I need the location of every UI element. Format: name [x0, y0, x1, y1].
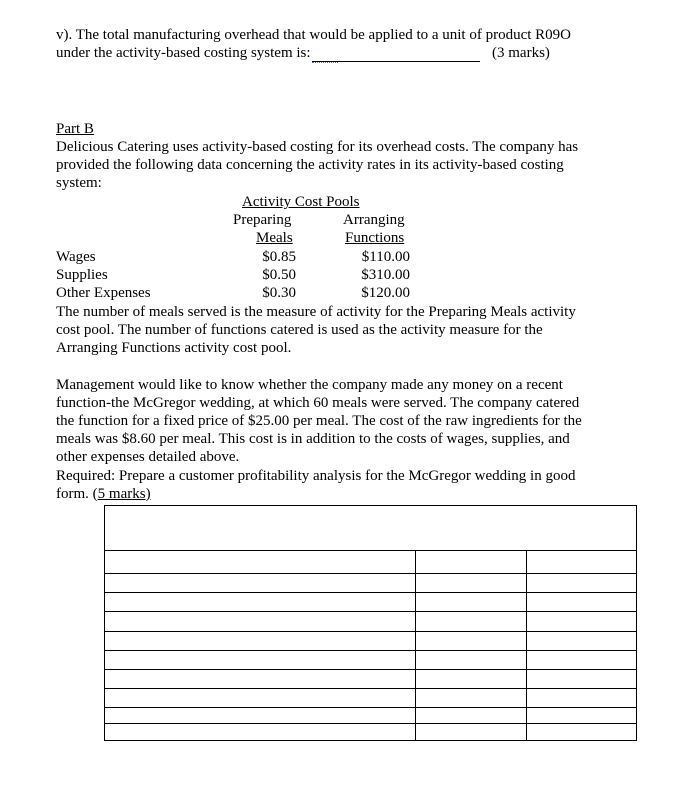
grid-col-divider	[415, 550, 416, 740]
question-v-line2	[56, 44, 311, 62]
part-b-intro-line2: provided the following data concerning the activity rates in its activity-based costing	[56, 157, 564, 173]
rates-row-functions: $110.00	[361, 249, 410, 265]
rates-row-label: Wages	[56, 249, 96, 265]
grid-row-divider	[105, 573, 636, 574]
part-b-heading: Part B	[56, 121, 94, 137]
question-v-is: is:	[296, 45, 311, 61]
rates-row-functions: $310.00	[361, 267, 410, 283]
grid-row-divider	[105, 688, 636, 689]
rates-row-meals: $0.50	[262, 267, 296, 283]
question-v-line2-prefix: under the activity-based costing system	[56, 45, 297, 61]
answer-field-marker	[312, 62, 338, 63]
management-text-line5: other expenses detailed above.	[56, 449, 240, 465]
rates-col2-header-bottom: Functions	[345, 230, 405, 246]
measure-text-line1: The number of meals served is the measure of activity for the Preparing Meals activity	[56, 304, 576, 320]
measure-text-line2: cost pool. The number of functions catered is used as the activity measure for the	[56, 322, 543, 338]
rates-col1-header-top: Preparing	[233, 212, 292, 228]
rates-col1-header-bottom: Meals	[256, 230, 293, 246]
part-b-intro-line3: system:	[56, 175, 102, 191]
grid-col-divider	[526, 550, 527, 740]
rates-row-label: Supplies	[56, 267, 108, 283]
rates-row-meals: $0.85	[262, 249, 296, 265]
required-line2-prefix: form. (	[56, 486, 98, 502]
grid-row-divider	[105, 650, 636, 651]
part-b-intro-line1: Delicious Catering uses activity-based costing for its overhead costs. The company has	[56, 139, 579, 155]
grid-row-divider	[105, 592, 636, 593]
grid-row-divider	[105, 707, 636, 708]
rates-group-header: Activity Cost Pools	[242, 194, 360, 210]
required-marks: 5 marks)	[97, 486, 151, 502]
grid-row-divider	[105, 669, 636, 670]
management-text-line3: the function for a fixed price of $25.00 per meal. The cost of the raw ingredients for the	[56, 413, 582, 429]
required-line1: Required: Prepare a customer profitability analysis for the McGregor wedding in good	[56, 468, 576, 484]
management-text-line2: function-the McGregor wedding, at which 60 meals were served. The company catered	[56, 395, 580, 411]
measure-text-line3: Arranging Functions activity cost pool.	[56, 340, 292, 356]
required-line2	[56, 485, 151, 503]
management-text-line1: Management would like to know whether the company made any money on a recent	[56, 377, 563, 393]
rates-col2-header-top: Arranging	[343, 212, 405, 228]
rates-row-meals: $0.30	[262, 285, 296, 301]
rates-row-functions: $120.00	[361, 285, 410, 301]
management-text-line4: meals was $8.60 per meal. This cost is in addition to the costs of wages, supplies, and	[56, 431, 570, 447]
question-v-line1: v). The total manufacturing overhead that would be applied to a unit of product R09O	[56, 27, 572, 43]
grid-row-divider	[105, 611, 636, 612]
grid-row-divider	[105, 631, 636, 632]
grid-row-divider	[105, 723, 636, 724]
grid-row-divider	[105, 550, 636, 551]
rates-row-label: Other Expenses	[56, 285, 151, 301]
question-v-marks: (3 marks)	[492, 45, 550, 61]
answer-grid[interactable]	[104, 505, 637, 741]
